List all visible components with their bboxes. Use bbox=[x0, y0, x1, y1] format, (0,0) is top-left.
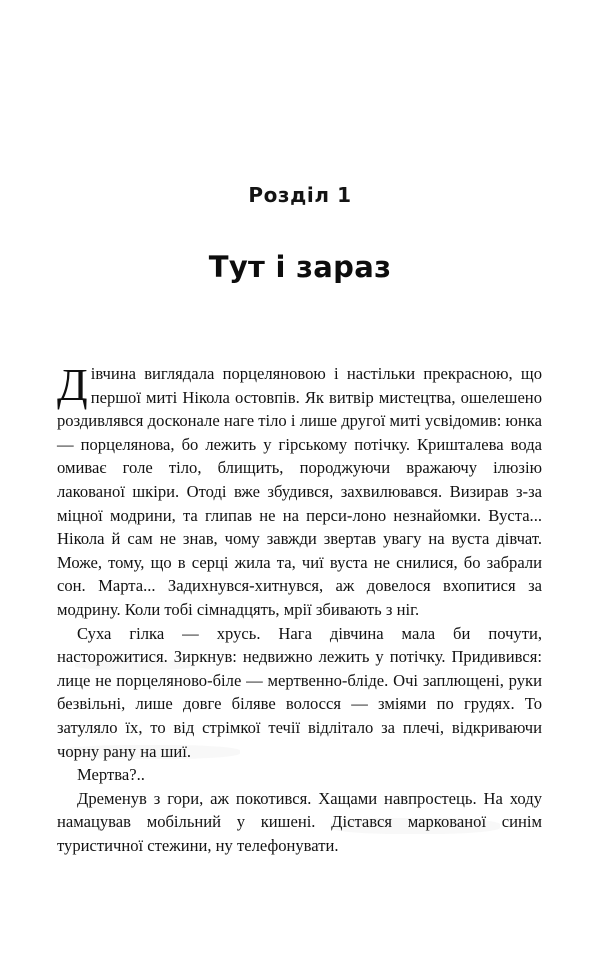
paragraph-text: Суха гілка — хрусь. Нага дівчина мала би почути, насторожитися. Зиркнув: недвижно лежить у потічку. Придивився: лице не порцеляново-біле — мертвенно-бліде. Очі заплющені, руки безвільні, лише довге біляве волосся — зміями по грудях. То затуляло їх, то від стрімкої течії відлітало за плечі, відкриваючи чорну рану на шиї. bbox=[57, 623, 542, 761]
paragraph bbox=[57, 622, 542, 764]
paragraph-text: Мертва?.. bbox=[77, 765, 145, 785]
chapter-label: Розділ 1 bbox=[248, 183, 352, 207]
paragraph-text: Дременув з гори, аж покотився. Хащами навпростець. На ходу намацував мобільний у кишені. Дістався маркованої синім туристичної стежини, ну телефонувати. bbox=[57, 788, 542, 855]
paragraph bbox=[57, 763, 542, 787]
body-text bbox=[57, 362, 542, 857]
paragraph bbox=[57, 787, 542, 858]
paragraph bbox=[57, 362, 542, 622]
chapter-title: Тут і зараз bbox=[208, 250, 392, 284]
drop-cap: Д bbox=[57, 360, 88, 410]
paragraph-text: івчина виглядала порцеляновою і настільки прекрасною, що першої миті Нікола остовпів. Як витвір мистецтва, ошелешено роздивлявся досконале наге тіло і лише другої миті усвідомив: юнка — порцелянова, бо лежить у гірському потічку. Кришталева вода омиває голе тіло, блищить, породжуючи вражаючу ілюзію лакованої шкіри. Отоді вже збудився, захвилювався. Визирав з-за міцної модрини, та глипав не на перси-лоно незнайомки. Вуста... Нікола й сам не знав, чому завжди звертав увагу на вуста дівчат. Може, тому, що в серці жила та, чиї вуста не снилися, бо забрали сон. Марта... Задихнувся-хитнувся, аж довелося вхопитися за модрину. Коли тобі сімнадцять, мрії збивають з ніг. bbox=[57, 364, 542, 619]
